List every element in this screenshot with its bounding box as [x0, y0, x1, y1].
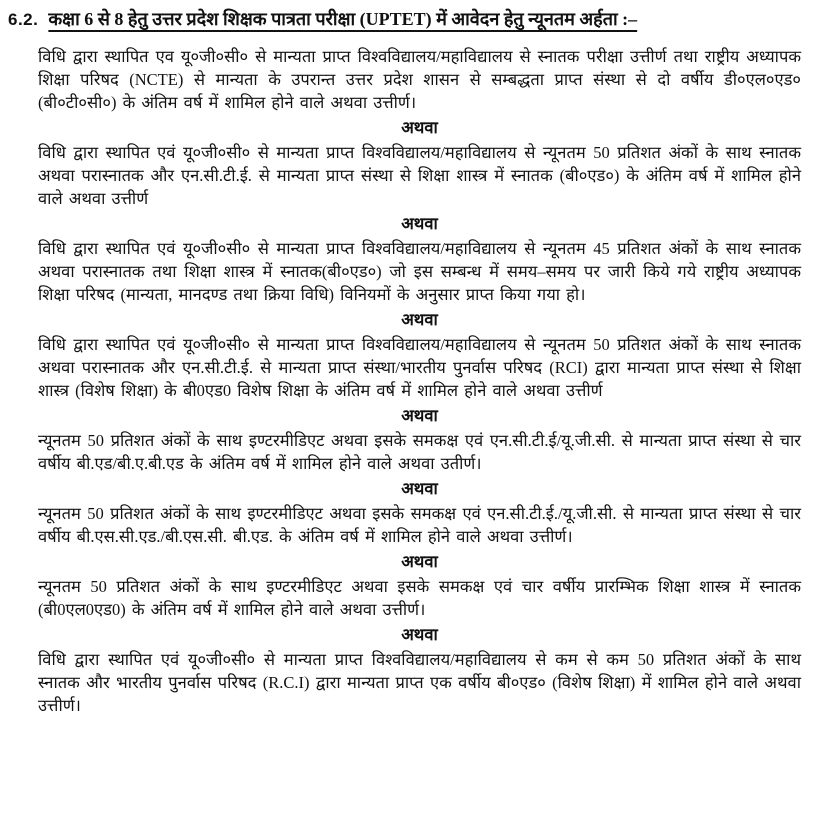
or-separator-4: अथवा	[401, 406, 438, 425]
or-separator-7: अथवा	[401, 625, 438, 644]
eligibility-paragraph-8: विधि द्वारा स्थापित एवं यू०जी०सी० से मान्यता प्राप्त विश्वविद्यालय/महाविद्यालय से कम से कम 50 प्रतिशत अंकों के साथ स्नातक और भारतीय पुनर्वास परिषद (R.C.I) द्वारा मान्यता प्राप्त एक वर्षीय बी०एड० (विशेष शिक्षा) में शामिल होने वाले अथवा उत्तीर्ण।	[38, 650, 801, 715]
eligibility-paragraph-7: न्यूनतम 50 प्रतिशत अंकों के साथ इण्टरमीडिएट अथवा इसके समकक्ष एवं चार वर्षीय प्रारम्भिक शिक्षा शास्त्र में स्नातक (बी0एल0एड0) के अंतिम वर्ष में शामिल होने वाले अथवा उत्तीर्ण।	[38, 577, 801, 619]
section-title: कक्षा 6 से 8 हेतु उत्तर प्रदेश शिक्षक पात्रता परीक्षा (UPTET) में आवेदन हेतु न्यूनतम अर्हता :–	[48, 9, 638, 29]
or-separator-1: अथवा	[401, 118, 438, 137]
eligibility-paragraph-5: न्यूनतम 50 प्रतिशत अंकों के साथ इण्टरमीडिएट अथवा इसके समकक्ष एवं एन.सी.टी.ई/यू.जी.सी. से मान्यता प्राप्त संस्था से चार वर्षीय बी.एड/बी.ए.बी.एड के अंतिम वर्ष में शामिल होने वाले अथवा उतीर्ण।	[38, 431, 801, 473]
or-separator-3: अथवा	[401, 310, 438, 329]
eligibility-paragraph-2: विधि द्वारा स्थापित एवं यू०जी०सी० से मान्यता प्राप्त विश्वविद्यालय/महाविद्यालय से न्यूनतम 50 प्रतिशत अंकों के साथ स्नातक अथवा परास्नातक और एन.सी.टी.ई. से मान्यता प्राप्त संस्था से शिक्षा शास्त्र में स्नातक (बी०एड०) के अंतिम वर्ष में शामिल होने वाले अथवा उत्तीर्ण	[38, 143, 801, 208]
section-number: 6.2.	[8, 10, 39, 29]
section-heading	[8, 6, 801, 32]
or-separator-2: अथवा	[401, 214, 438, 233]
or-separator-5: अथवा	[401, 479, 438, 498]
or-separator-6: अथवा	[401, 552, 438, 571]
eligibility-paragraph-4: विधि द्वारा स्थापित एवं यू०जी०सी० से मान्यता प्राप्त विश्वविद्यालय/महाविद्यालय से न्यूनतम 50 प्रतिशत अंकों के साथ स्नातक अथवा परास्नातक और एन.सी.टी.ई. से मान्यता प्राप्त संस्था/भारतीय पुनर्वास परिषद (RCI) द्वारा मान्यता प्राप्त संस्था से शिक्षा शास्त्र (विशेष शिक्षा) के बी0एड0 विशेष शिक्षा के अंतिम वर्ष में शामिल होने वाले अथवा उत्तीर्ण	[38, 335, 801, 400]
section-body	[38, 45, 801, 717]
eligibility-paragraph-6: न्यूनतम 50 प्रतिशत अंकों के साथ इण्टरमीडिएट अथवा इसके समकक्ष एवं एन.सी.टी.ई./यू.जी.सी. से मान्यता प्राप्त संस्था से चार वर्षीय बी.एस.सी.एड./बी.एस.सी. बी.एड. के अंतिम वर्ष में शामिल होने वाले अथवा उत्तीर्ण।	[38, 504, 801, 546]
eligibility-paragraph-1: विधि द्वारा स्थापित एव यू०जी०सी० से मान्यता प्राप्त विश्वविद्यालय/महाविद्यालय से स्नातक परीक्षा उत्तीर्ण तथा राष्ट्रीय अध्यापक शिक्षा परिषद (NCTE) से मान्यता के उपरान्त उत्तर प्रदेश शासन से सम्बद्धता प्राप्त संस्था से दो वर्षीय डी०एल०एड० (बी०टी०सी०) के अंतिम वर्ष में शामिल होने वाले अथवा उत्तीर्ण।	[38, 47, 801, 112]
eligibility-paragraph-3: विधि द्वारा स्थापित एवं यू०जी०सी० से मान्यता प्राप्त विश्वविद्यालय/महाविद्यालय से न्यूनतम 45 प्रतिशत अंकों के साथ स्नातक अथवा परास्नातक तथा शिक्षा शास्त्र में स्नातक(बी०एड०) जो इस सम्बन्ध में समय–समय पर जारी किये गये राष्ट्रीय अध्यापक शिक्षा परिषद (मान्यता, मानदण्ड तथा क्रिया विधि) विनियमों के अनुसार प्राप्त किया गया हो।	[38, 239, 801, 304]
